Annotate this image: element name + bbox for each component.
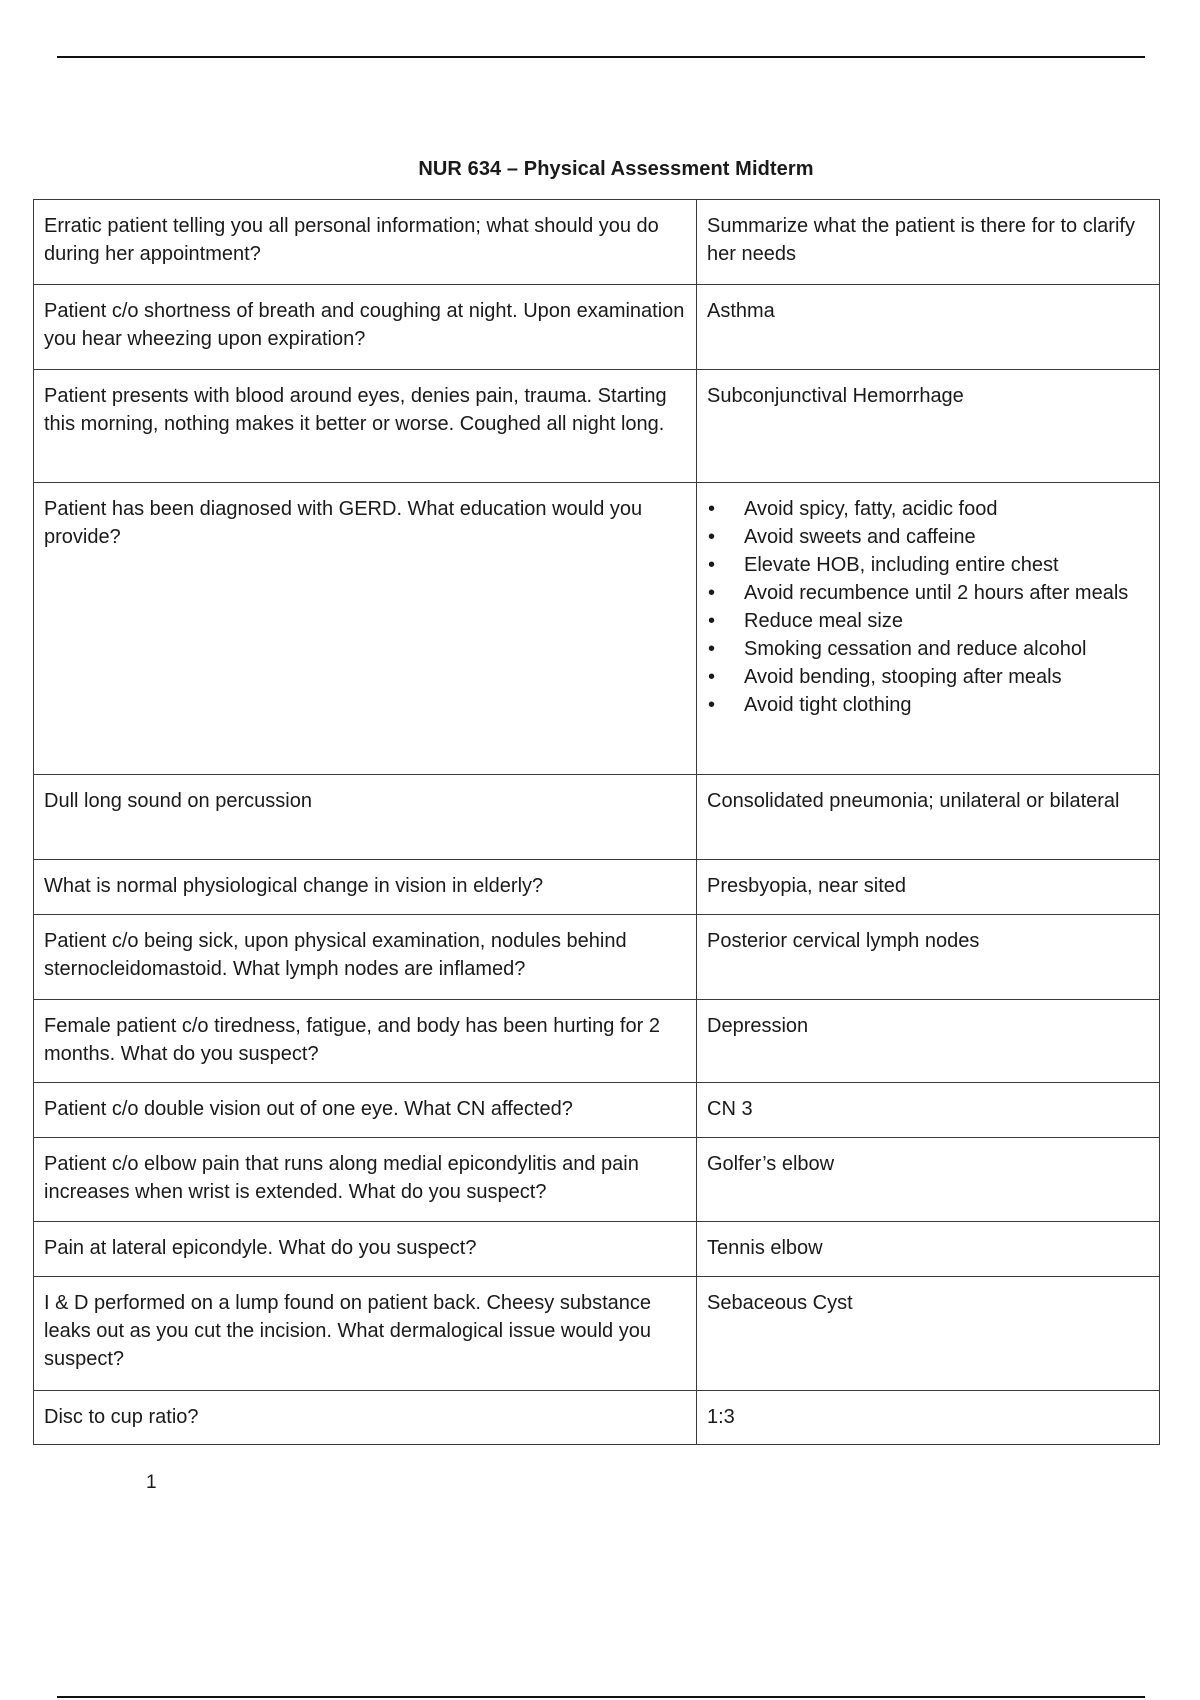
- question-cell: Patient c/o being sick, upon physical examination, nodules behind sternocleidomastoid. What lymph nodes are inflamed?: [34, 915, 697, 1000]
- answer-cell: [697, 483, 1160, 775]
- list-item: • Smoking cessation and reduce alcohol: [707, 635, 1149, 663]
- question-cell: Patient c/o shortness of breath and coughing at night. Upon examination you hear wheezing upon expiration?: [34, 285, 697, 370]
- table-row: [34, 285, 1160, 370]
- gerd-education-list: [707, 495, 1149, 719]
- question-cell: I & D performed on a lump found on patient back. Cheesy substance leaks out as you cut the incision. What dermalogical issue would you suspect?: [34, 1277, 697, 1391]
- table-row: [34, 1222, 1160, 1277]
- question-cell: Erratic patient telling you all personal information; what should you do during her appointment?: [34, 200, 697, 285]
- table-row: [34, 1277, 1160, 1391]
- header-rule: [57, 56, 1145, 58]
- question-cell: Patient c/o double vision out of one eye. What CN affected?: [34, 1083, 697, 1138]
- list-item: • Avoid bending, stooping after meals: [707, 663, 1149, 691]
- answer-cell: Depression: [697, 1000, 1160, 1083]
- list-item: • Avoid sweets and caffeine: [707, 523, 1149, 551]
- table-row: [34, 775, 1160, 860]
- question-cell: Patient has been diagnosed with GERD. What education would you provide?: [34, 483, 697, 775]
- answer-cell: Consolidated pneumonia; unilateral or bilateral: [697, 775, 1160, 860]
- question-cell: Disc to cup ratio?: [34, 1391, 697, 1445]
- answer-cell: Posterior cervical lymph nodes: [697, 915, 1160, 1000]
- table-row: [34, 860, 1160, 915]
- list-item: • Reduce meal size: [707, 607, 1149, 635]
- table-row: [34, 915, 1160, 1000]
- question-cell: What is normal physiological change in vision in elderly?: [34, 860, 697, 915]
- list-item: • Avoid spicy, fatty, acidic food: [707, 495, 1149, 523]
- page-number: 1: [146, 1472, 157, 1493]
- question-cell: Dull long sound on percussion: [34, 775, 697, 860]
- answer-cell: Asthma: [697, 285, 1160, 370]
- list-item: • Avoid tight clothing: [707, 691, 1149, 719]
- answer-cell: Subconjunctival Hemorrhage: [697, 370, 1160, 483]
- table-row: [34, 1138, 1160, 1222]
- document-title: NUR 634 – Physical Assessment Midterm: [418, 158, 814, 180]
- question-cell: Patient presents with blood around eyes, denies pain, trauma. Starting this morning, nothing makes it better or worse. Coughed all night long.: [34, 370, 697, 483]
- answer-cell: Golfer’s elbow: [697, 1138, 1160, 1222]
- qa-table: [33, 199, 1160, 1445]
- table-row: [34, 370, 1160, 483]
- answer-cell: CN 3: [697, 1083, 1160, 1138]
- table-row: [34, 1083, 1160, 1138]
- list-item: • Avoid recumbence until 2 hours after meals: [707, 579, 1149, 607]
- answer-cell: Sebaceous Cyst: [697, 1277, 1160, 1391]
- answer-cell: Summarize what the patient is there for to clarify her needs: [697, 200, 1160, 285]
- question-cell: Patient c/o elbow pain that runs along medial epicondylitis and pain increases when wrist is extended. What do you suspect?: [34, 1138, 697, 1222]
- answer-cell: Presbyopia, near sited: [697, 860, 1160, 915]
- list-item: • Elevate HOB, including entire chest: [707, 551, 1149, 579]
- answer-cell: Tennis elbow: [697, 1222, 1160, 1277]
- answer-cell: 1:3: [697, 1391, 1160, 1445]
- question-cell: Pain at lateral epicondyle. What do you suspect?: [34, 1222, 697, 1277]
- table-row: [34, 200, 1160, 285]
- table-row: [34, 483, 1160, 775]
- footer-rule: [57, 1696, 1145, 1698]
- question-cell: Female patient c/o tiredness, fatigue, and body has been hurting for 2 months. What do you suspect?: [34, 1000, 697, 1083]
- table-row: [34, 1391, 1160, 1445]
- table-row: [34, 1000, 1160, 1083]
